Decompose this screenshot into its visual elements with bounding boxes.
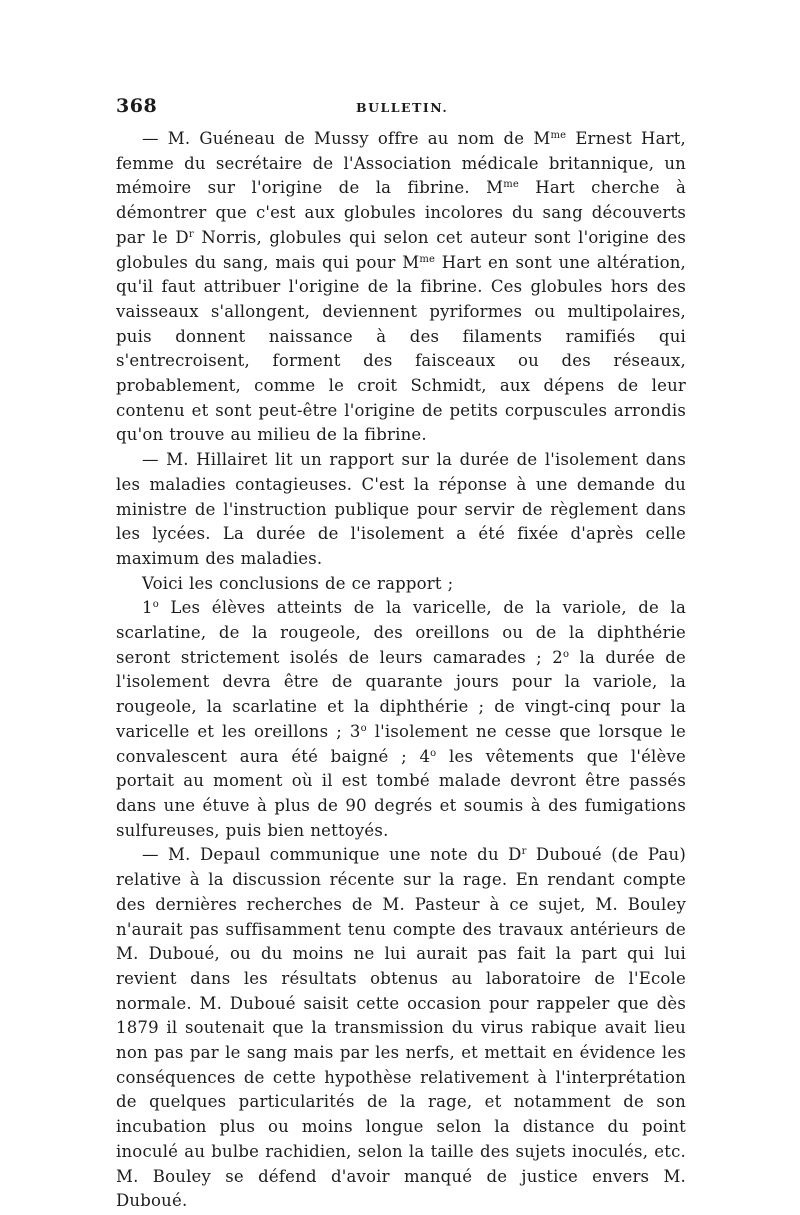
page-number: 368 xyxy=(116,95,158,117)
superscript: o xyxy=(360,722,367,734)
paragraph-conclusions-list xyxy=(116,596,686,843)
text-run: Hart cherche à démontrer que c'est aux globules incolores du sang découverts par le D xyxy=(116,178,687,247)
superscript: me xyxy=(419,253,436,265)
text-run: Duboué (de Pau) relative à la discussion récente sur la rage. En rendant compte des dernières recherches de M. Pasteur à ce sujet, M. Bouley n'aurait pas suffisamment tenu compte des travaux antérieurs de M. Duboué, ou du moins ne lui aurait pas fait la part qui lui revient dans les résultats obtenus au laboratoire de l'Ecole normale. M. Duboué saisit cette occasion pour rappeler que dès 1879 il soutenait que la transmission du virus rabique avait lieu non pas par le sang mais par les nerfs, et mettait en évidence les conséquences de cette hypothèse relativement à l'interprétation de quelques particularités de la rage, et notamment de son incubation plus ou moins longue selon la distance du point inoculé au bulbe rachidien, selon la taille des sujets inoculés, etc. M. Bouley se défend d'avoir manqué de justice envers M. Duboué. xyxy=(116,845,686,1211)
paragraph-hillairet xyxy=(116,448,686,572)
text-run: — M. Depaul communique une note du D xyxy=(142,845,522,865)
text-run: la durée de l'isolement devra être de quarante jours pour la variole, la rougeole, la scarlatine et la diphthérie ; de vingt-cinq pour la varicelle et les oreillons ; 3 xyxy=(116,647,686,741)
text-run: Voici les conclusions de ce rapport ; xyxy=(142,573,454,593)
superscript: me xyxy=(503,179,520,191)
superscript: r xyxy=(188,228,194,240)
text-run: les vêtements que l'élève portait au moment où il est tombé malade devront être passés dans une étuve à plus de 90 degrés et soumis à des fumigations sulfureuses, puis bien nettoyés. xyxy=(116,746,686,840)
paragraph-conclusions-intro xyxy=(116,572,686,597)
text-run: 1 xyxy=(142,598,153,618)
text-run: l'isolement ne cesse que lorsque le convalescent aura été baigné ; 4 xyxy=(116,721,687,766)
text-run: Hart en sont une altération, qu'il faut attribuer l'origine de la fibrine. Ces globules hors des vaisseaux s'allongent, deviennent pyriformes ou multipolaires, puis donnent naissance à des filaments ramifiés qui s'entrecroisent, forment des faisceaux ou des réseaux, probablement, comme le croit Schmidt, aux dépens de leur contenu et sont peut-être l'origine de petits corpuscules arrondis qu'on trouve au milieu de la fibrine. xyxy=(116,252,686,445)
text-run: Les élèves atteints de la varicelle, de la variole, de la scarlatine, de la rougeole, des oreillons ou de la diphthérie seront strictement isolés de leurs camarades ; 2 xyxy=(116,598,686,667)
text-run: Ernest Hart, femme du secrétaire de l'Association médicale britannique, un mémoire sur l'origine de la fibrine. M xyxy=(116,129,686,198)
paragraph-depaul xyxy=(116,843,686,1214)
paragraph-gueneau-de-mussy xyxy=(116,127,686,448)
superscript: o xyxy=(152,599,159,611)
text-run: — M. Guéneau de Mussy offre au nom de M xyxy=(142,129,551,148)
text-run: Norris, globules qui selon cet auteur sont l'origine des globules du sang, mais qui pour M xyxy=(116,227,686,272)
superscript: me xyxy=(550,130,567,141)
body-text xyxy=(116,127,686,1214)
superscript: o xyxy=(562,648,570,660)
superscript: r xyxy=(521,846,527,858)
text-run: — M. Hillairet lit un rapport sur la durée de l'isolement dans les maladies contagieuses. C'est la réponse à une demande du ministre de l'instruction publique pour servir de règlement dans les lycées. La durée de l'isolement a été fixée d'après celle maximum des maladies. xyxy=(116,450,686,568)
page-header xyxy=(116,95,686,119)
superscript: o xyxy=(430,747,437,759)
running-head: BULLETIN. xyxy=(356,100,449,115)
